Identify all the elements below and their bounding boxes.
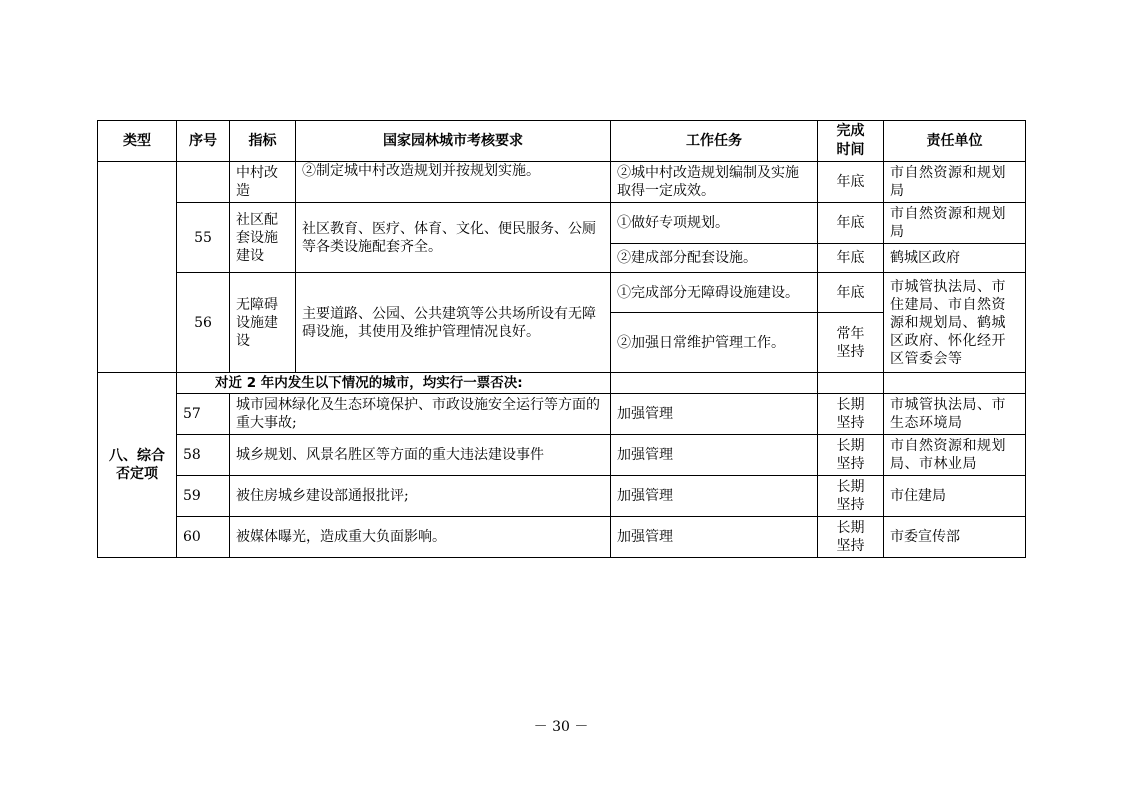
header-task: 工作任务: [611, 121, 818, 162]
deadline-cell: [818, 373, 884, 394]
task-cell: 加强管理: [611, 517, 818, 558]
task-cell: 加强管理: [611, 394, 818, 435]
unit-cell: 市自然资源和规划局: [884, 203, 1026, 244]
task-subcell-2: ②加强日常维护管理工作。: [617, 334, 785, 351]
requirement-cell: 被媒体曝光，造成重大负面影响。: [230, 517, 611, 558]
deadline-cell: 长期坚持: [818, 435, 884, 476]
deadline-cell: 年底: [818, 244, 884, 273]
category-cell: 八、综合否定项: [98, 373, 177, 558]
no-cell: 57: [177, 394, 230, 435]
task-cell: [611, 273, 818, 373]
requirement-cell: 城乡规划、风景名胜区等方面的重大违法建设事件: [230, 435, 611, 476]
deadline-cell: 年底: [818, 203, 884, 244]
no-cell: 58: [177, 435, 230, 476]
unit-cell: 市城管执法局、市生态环境局: [884, 394, 1026, 435]
table-row: [98, 203, 1026, 244]
deadline-cell: 长期坚持: [818, 476, 884, 517]
header-indicator: 指标: [230, 121, 296, 162]
task-subcell-1: ①完成部分无障碍设施建设。: [611, 273, 817, 313]
task-cell: ①做好专项规划。: [611, 203, 818, 244]
unit-cell: [884, 373, 1026, 394]
task-cell: ②建成部分配套设施。: [611, 244, 818, 273]
indicator-cell: 无障碍设施建设: [230, 273, 296, 373]
task-cell: 加强管理: [611, 435, 818, 476]
table-row: [98, 273, 1026, 373]
task-cell: ②城中村改造规划编制及实施取得一定成效。: [611, 162, 818, 203]
deadline-cell: [818, 273, 884, 373]
table-row: [98, 435, 1026, 476]
requirement-cell: 主要道路、公园、公共建筑等公共场所设有无障碍设施，其使用及维护管理情况良好。: [296, 273, 611, 373]
deadline-cell: 长期坚持: [818, 394, 884, 435]
no-cell: [177, 162, 230, 203]
header-no: 序号: [177, 121, 230, 162]
header-category: 类型: [98, 121, 177, 162]
indicator-cell: 中村改造: [230, 162, 296, 203]
requirement-cell: 社区教育、医疗、体育、文化、便民服务、公厕等各类设施配套齐全。: [296, 203, 611, 273]
unit-cell: 鹤城区政府: [884, 244, 1026, 273]
table-row: [98, 517, 1026, 558]
requirement-cell: ②制定城中村改造规划并按规划实施。: [296, 162, 611, 203]
unit-cell: 市自然资源和规划局、市林业局: [884, 435, 1026, 476]
header-requirement: 国家园林城市考核要求: [296, 121, 611, 162]
table-row: [98, 373, 1026, 394]
no-cell: 60: [177, 517, 230, 558]
deadline-cell: 长期坚持: [818, 517, 884, 558]
task-cell: 加强管理: [611, 476, 818, 517]
page-number: － 30 －: [533, 719, 589, 735]
header-deadline: 完成 时间: [818, 121, 884, 162]
deadline-subcell-2: 常年坚持: [836, 325, 865, 360]
section-intro: 对近 2 年内发生以下情况的城市，均实行一票否决:: [177, 373, 611, 394]
unit-cell: 市住建局: [884, 476, 1026, 517]
unit-cell: 市自然资源和规划局: [884, 162, 1026, 203]
deadline-cell: 年底: [818, 162, 884, 203]
requirement-cell: 被住房城乡建设部通报批评;: [230, 476, 611, 517]
table-row: [98, 394, 1026, 435]
task-cell: [611, 373, 818, 394]
no-cell: 55: [177, 203, 230, 273]
unit-cell: 市城管执法局、市住建局、市自然资源和规划局、鹤城区政府、怀化经开区管委会等: [884, 273, 1026, 373]
table-row: [98, 162, 1026, 203]
category-cell-blank: [98, 162, 177, 373]
no-cell: 59: [177, 476, 230, 517]
header-row: [98, 121, 1026, 162]
unit-cell: 市委宣传部: [884, 517, 1026, 558]
requirement-cell: 城市园林绿化及生态环境保护、市政设施安全运行等方面的重大事故;: [230, 394, 611, 435]
assessment-table: [97, 120, 1026, 558]
table-row: [98, 476, 1026, 517]
no-cell: 56: [177, 273, 230, 373]
indicator-cell: 社区配套设施建设: [230, 203, 296, 273]
deadline-subcell-1: 年底: [818, 273, 883, 313]
header-unit: 责任单位: [884, 121, 1026, 162]
